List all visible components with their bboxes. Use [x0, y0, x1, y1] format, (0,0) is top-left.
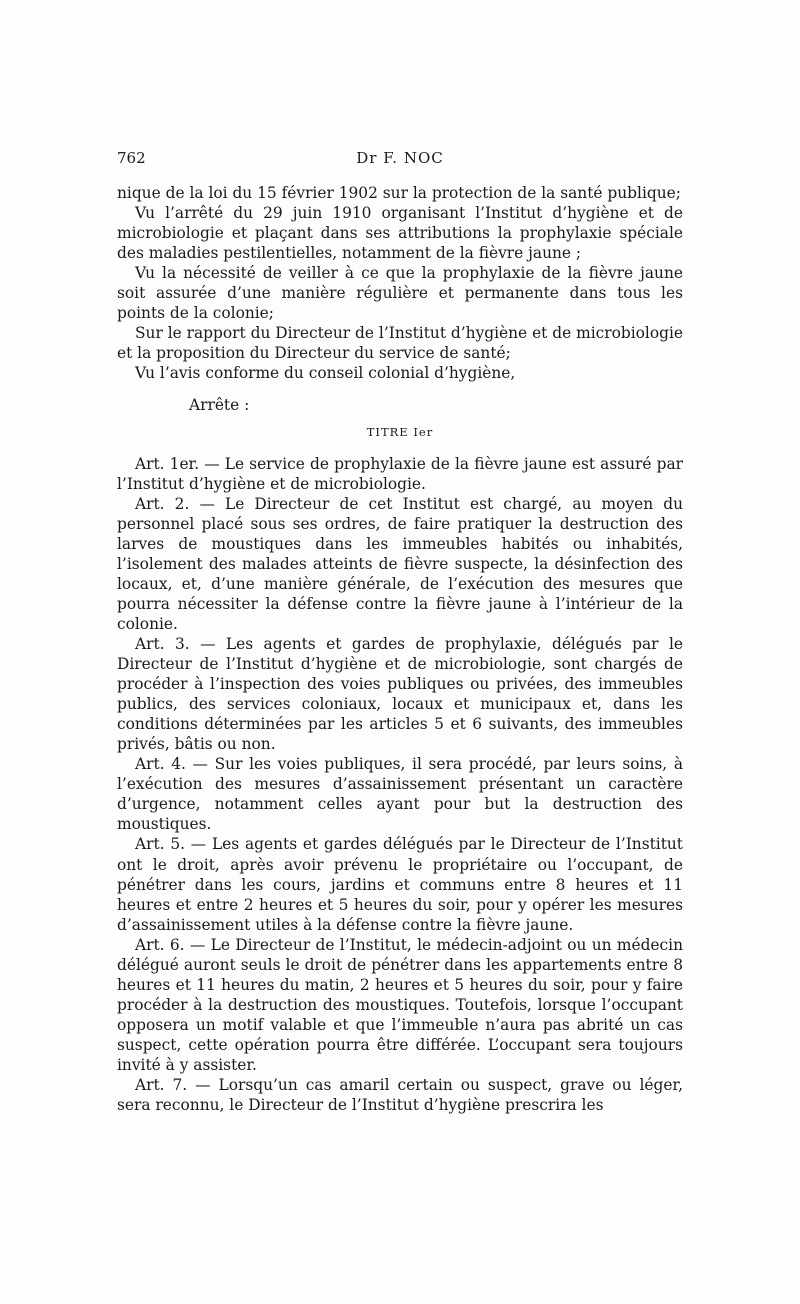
body-text	[117, 183, 683, 1115]
paragraph: Vu la nécessité de veiller à ce que la prophylaxie de la fièvre jaune soit assurée d’une manière régulière et permanente dans tous les points de la colonie;	[117, 264, 683, 323]
article-7: Art. 7. — Lorsqu’un cas amaril certain ou suspect, grave ou léger, sera reconnu, le Directeur de l’Institut d’hygiène prescrira les	[117, 1076, 683, 1115]
article-1: Art. 1er. — Le service de prophylaxie de la fièvre jaune est assuré par l’Institut d’hygiène et de microbiologie.	[117, 454, 683, 493]
section-title: TITRE Ier	[366, 424, 434, 439]
paragraph: Vu l’avis conforme du conseil colonial d’hygiène,	[135, 364, 516, 383]
article-6: Art. 6. — Le Directeur de l’Institut, le médecin-adjoint ou un médecin délégué auront seuls le droit de pénétrer dans les appartements entre 8 heures et 11 heures du matin, 2 heures et 5 heures du soir, pour y faire procéder à la destruction des moustiques. Toutefois, lorsque l’occupant opposera un motif valable et que l’immeuble n’aura pas abrité un cas suspect, cette opération pourra être différée. L’occupant sera toujours invité à y assister.	[117, 935, 683, 1074]
article-4: Art. 4. — Sur les voies publiques, il sera procédé, par leurs soins, à l’exécution des mesures d’assainissement présentant un caractère d’urgence, notamment celles ayant pour but la destruction des moustiques.	[117, 755, 683, 834]
paragraph: Sur le rapport du Directeur de l’Institut d’hygiène et de microbiologie et la proposition du Directeur du service de santé;	[117, 324, 683, 363]
article-3: Art. 3. — Les agents et gardes de prophylaxie, délégués par le Directeur de l’Institut d’hygiène et de microbiologie, sont chargés de procéder à l’inspection des voies publiques ou privées, des immeubles publics, des services coloniaux, locaux et municipaux et, dans les conditions déterminées par les articles 5 et 6 suivants, des immeubles privés, bâtis ou non.	[117, 634, 683, 754]
arrete-heading: Arrête :	[189, 396, 250, 415]
paragraph: Vu l’arrêté du 29 juin 1910 organisant l’Institut d’hygiène et de microbiologie et plaçant dans ses attributions la prophylaxie spéciale des maladies pestilentielles, notamment de la fièvre jaune ;	[117, 204, 683, 263]
article-5: Art. 5. — Les agents et gardes délégués par le Directeur de l’Institut ont le droit, après avoir prévenu le propriétaire ou l’occupant, de pénétrer dans les cours, jardins et communs entre 8 heures et 11 heures et entre 2 heures et 5 heures du soir, pour y opérer les mesures d’assainissement utiles à la défense contre la fièvre jaune.	[117, 835, 683, 934]
running-head	[117, 149, 683, 169]
paragraph: nique de la loi du 15 février 1902 sur la protection de la santé publique;	[117, 184, 681, 202]
running-title: Dr F. NOC	[356, 149, 444, 167]
article-2: Art. 2. — Le Directeur de cet Institut est chargé, au moyen du personnel placé sous ses ordres, de faire pratiquer la destruction des larves de moustiques dans les immeubles habités ou inhabités, l’isolement des malades atteints de fièvre suspecte, la désinfection des locaux, et, d’une manière générale, de l’exécution des mesures que pourra nécessiter la défense contre la fièvre jaune à l’intérieur de la colonie.	[117, 494, 683, 633]
page-number: 762	[117, 149, 146, 167]
